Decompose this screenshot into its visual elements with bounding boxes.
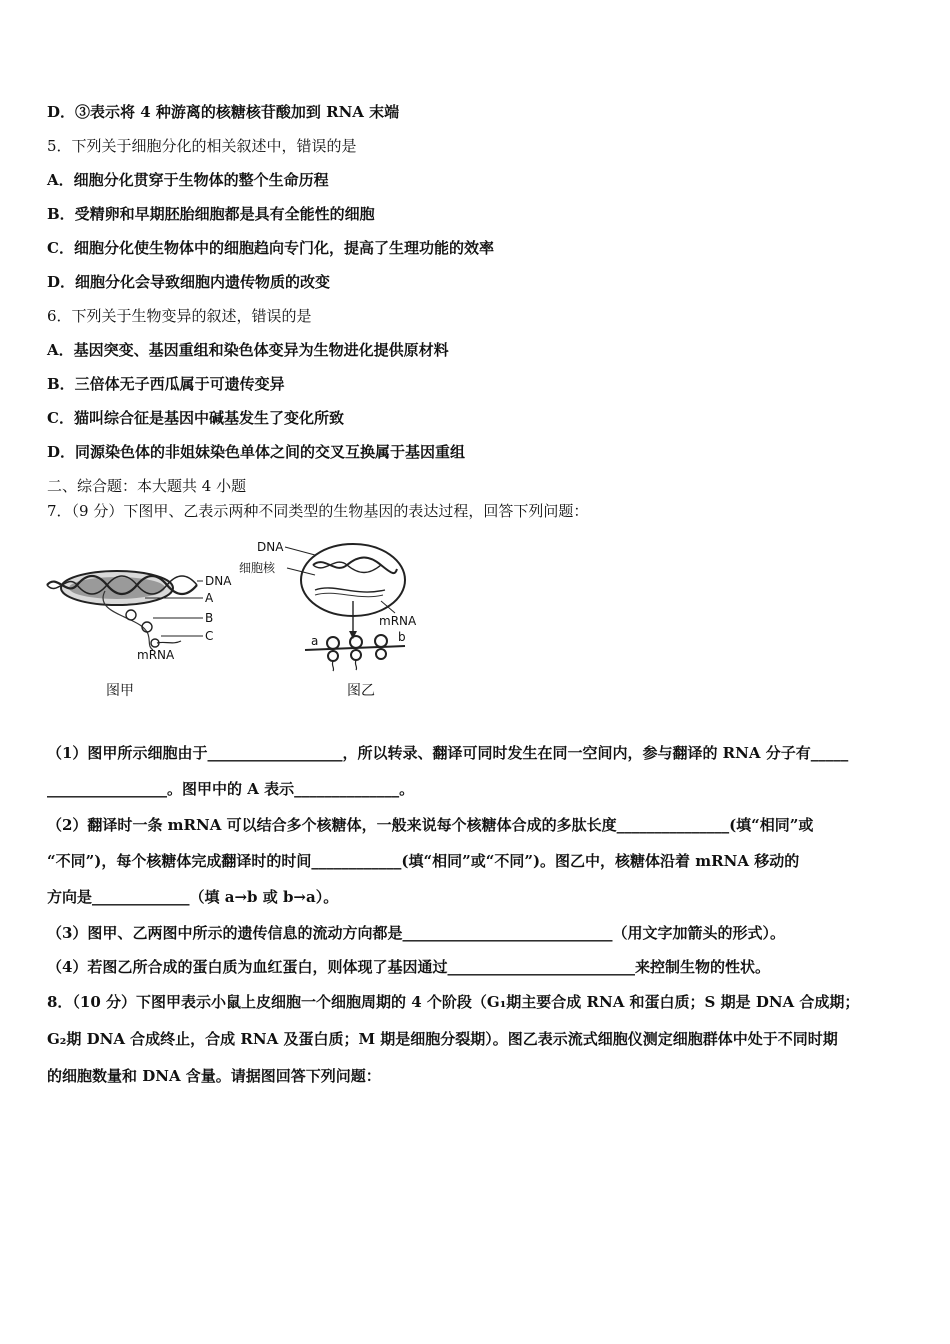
option-d-q4: D．③表示将 4 种游离的核糖核苷酸加到 RNA 末端 (47, 103, 400, 121)
yi-label-a: a (311, 634, 319, 648)
q7-part2-line2: “不同”)，每个核糖体完成翻译时的时间____________(填“相同”或“不同”)。图乙中，核糖体沿着 mRNA 移动的 (47, 852, 800, 870)
yi-label-dna: DNA (257, 540, 284, 554)
figure-jia-diagram (45, 555, 235, 665)
q7-part1-line1: （1）图甲所示细胞由于__________________，所以转录、翻译可同时发生在同一空间内，参与翻译的 RNA 分子有_____ (47, 744, 849, 762)
q6-option-b: B．三倍体无子西瓜属于可遗传变异 (47, 375, 285, 393)
q6-option-d: D．同源染色体的非姐妹染色单体之间的交叉互换属于基因重组 (47, 443, 466, 461)
question-8-line1: 8．（10 分）下图甲表示小鼠上皮细胞一个细胞周期的 4 个阶段（G₁期主要合成 RNA 和蛋白质；S 期是 DNA 合成期； (47, 993, 860, 1011)
figure-jia-caption: 图甲 (106, 683, 134, 699)
jia-label-a: A (205, 591, 214, 605)
yi-label-b: b (398, 630, 406, 644)
question-8-line2: G₂期 DNA 合成终止，合成 RNA 及蛋白质；M 期是细胞分裂期）。图乙表示流式细胞仪测定细胞群体中处于不同时期 (47, 1030, 838, 1048)
q6-option-c: C．猫叫综合征是基因中碱基发生了变化所致 (47, 409, 344, 427)
q5-option-d: D．细胞分化会导致细胞内遗传物质的改变 (47, 273, 331, 291)
jia-label-b: B (205, 611, 214, 625)
question-7-stem: 7．（9 分）下图甲、乙表示两种不同类型的生物基因的表达过程，回答下列问题： (47, 502, 589, 520)
q7-part3: （3）图甲、乙两图中所示的遗传信息的流动方向都是____________________________（用文字加箭头的形式）。 (47, 924, 785, 942)
jia-label-c: C (205, 629, 214, 643)
yi-label-nucleus: 细胞核 (239, 561, 276, 575)
section-heading: 二、综合题：本大题共 4 小题 (47, 477, 247, 495)
q7-part2-line3: 方向是_____________（填 a→b 或 b→a）。 (47, 888, 339, 906)
figure-yi-diagram (235, 535, 435, 675)
q7-part1-line2: ________________。图甲中的 A 表示______________。 (47, 780, 415, 798)
q6-option-a: A．基因突变、基因重组和染色体变异为生物进化提供原材料 (47, 341, 449, 359)
q5-option-c: C．细胞分化使生物体中的细胞趋向专门化，提高了生理功能的效率 (47, 239, 494, 257)
question-6-stem: 6．下列关于生物变异的叙述，错误的是 (47, 307, 312, 325)
jia-label-mrna: mRNA (137, 648, 175, 662)
q7-part4: （4）若图乙所合成的蛋白质为血红蛋白，则体现了基因通过_________________________来控制生物的性状。 (47, 958, 770, 976)
figure-yi-caption: 图乙 (347, 683, 375, 699)
question-8-line3: 的细胞数量和 DNA 含量。请据图回答下列问题： (47, 1067, 381, 1085)
question-5-stem: 5．下列关于细胞分化的相关叙述中，错误的是 (47, 137, 357, 155)
q5-option-b: B．受精卵和早期胚胎细胞都是具有全能性的细胞 (47, 205, 375, 223)
yi-label-mrna: mRNA (379, 614, 417, 628)
q5-option-a: A．细胞分化贯穿于生物体的整个生命历程 (47, 171, 329, 189)
jia-label-dna: DNA (205, 574, 232, 588)
q7-part2-line1: （2）翻译时一条 mRNA 可以结合多个核糖体，一般来说每个核糖体合成的多肽长度_______________(填“相同”或 (47, 816, 814, 834)
